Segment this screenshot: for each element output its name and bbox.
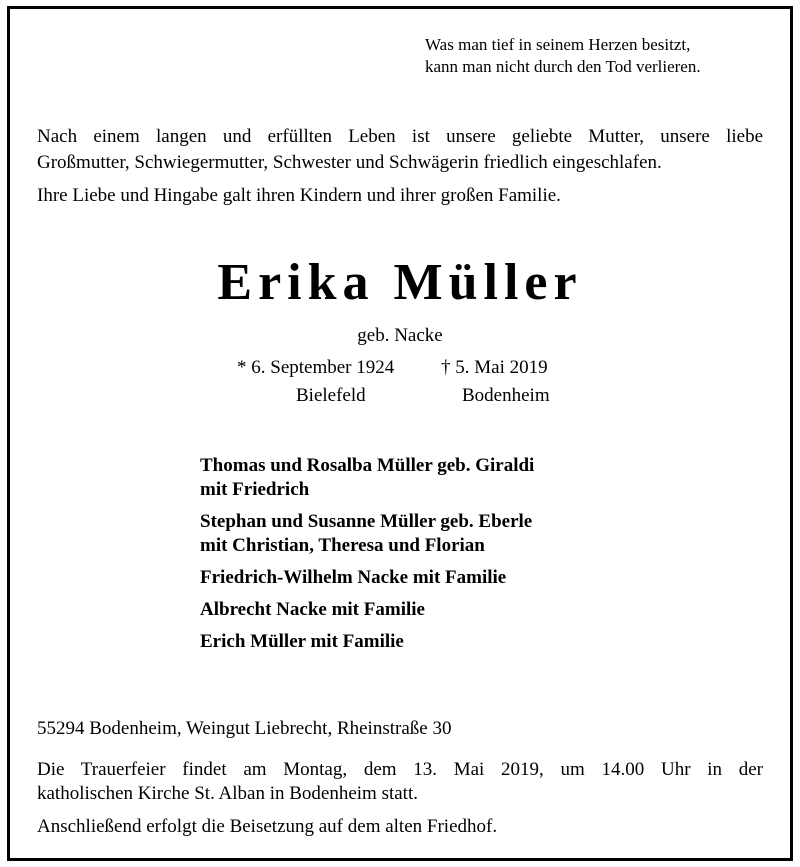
quote-line: Was man tief in seinem Herzen besitzt, [425,35,691,54]
intro-paragraph [37,124,763,176]
mourner-entry [200,566,534,590]
death-date: † 5. Mai 2019 [441,357,548,378]
mourner-line: Thomas und Rosalba Müller geb. Giraldi [200,455,535,476]
mourner-line: Albrecht Nacke mit Familie [200,599,425,620]
funeral-line: Die Trauerfeier findet am Montag, dem 13. Mai 2019, um 14.00 Uhr in der [37,759,763,780]
burial-line: Anschließend erfolgt die Beisetzung auf dem alten Friedhof. [37,816,498,837]
intro-line: Großmutter, Schwiegermutter, Schwester und Schwägerin friedlich eingeschlafen. [37,152,662,173]
funeral-paragraph [37,758,763,806]
deceased-name: Erika Müller [217,254,583,311]
maiden-name: geb. Nacke [357,325,443,346]
mourner-line: mit Christian, Theresa und Florian [200,535,485,556]
family-address: 55294 Bodenheim, Weingut Liebrecht, Rheinstraße 30 [37,718,452,739]
mourner-entry [200,454,534,502]
quote-line: kann man nicht durch den Tod verlieren. [425,57,701,76]
intro-love-line: Ihre Liebe und Hingabe galt ihren Kindern und ihrer großen Familie. [37,185,561,206]
mourner-line: mit Friedrich [200,479,310,500]
mourners-list [200,454,534,662]
mourner-entry [200,598,534,622]
mourner-entry [200,630,534,654]
mourner-entry [200,510,534,558]
mourner-line: Erich Müller mit Familie [200,631,404,652]
mourner-line: Friedrich-Wilhelm Nacke mit Familie [200,567,507,588]
epigraph-quote [425,34,701,78]
funeral-line: katholischen Kirche St. Alban in Bodenheim statt. [37,783,418,804]
intro-line: Nach einem langen und erfüllten Leben ist unsere geliebte Mutter, unsere liebe [37,126,763,147]
birth-date: * 6. September 1924 [237,357,395,378]
birth-place: Bielefeld [296,385,366,406]
mourner-line: Stephan und Susanne Müller geb. Eberle [200,511,533,532]
death-place: Bodenheim [462,385,550,406]
